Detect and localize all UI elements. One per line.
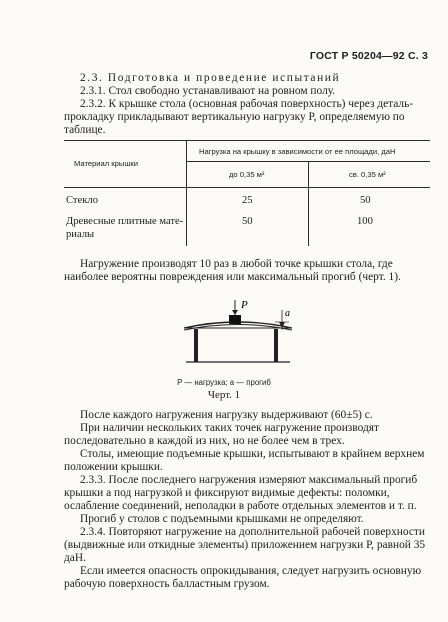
paragraph-deflection: Прогиб у столов с подъемными крышками не определяют. [80, 513, 364, 525]
paragraph-tipping: Если имеется опасность опрокидывания, следует нагрузить основную рабочую поверхность балластным грузом. [64, 565, 422, 591]
table-header-material: Материал крышки [74, 159, 138, 168]
table-cell-material: Стекло [66, 195, 98, 206]
load-table [64, 140, 430, 246]
paragraph-2-3-1: 2.3.1. Стол свободно устанавливают на ровном полу. [80, 85, 336, 97]
table-cell-value: 25 [242, 195, 253, 206]
paragraph-repeat: Нагружение производят 10 раз в любой точке крышки стола, где наиболее вероятны повреждения или максимальный прогиб (черт. 1). [64, 258, 401, 284]
table-deflection-diagram [178, 298, 298, 378]
deflection-label: a [285, 308, 290, 319]
table-cell-value: 50 [360, 195, 371, 206]
section-title: 2.3. Подготовка и проведение испытаний [80, 72, 341, 84]
table-cell-material: риалы [66, 229, 95, 240]
table-header-load: Нагрузка на крышку в зависимости от ее площади, даН [199, 147, 396, 156]
table-subheader-large: св. 0,35 м² [349, 170, 386, 179]
table-cell-value: 100 [357, 216, 373, 227]
table-cell-material: Древесные плитные мате- [66, 216, 184, 227]
paragraph-2-3-4: 2.3.4. Повторяют нагружение на дополнительной рабочей поверхности (выдвижные или откидные элементы) приложением нагрузки P, равной 35 даН. [64, 526, 426, 565]
paragraph-hold: После каждого нагружения нагрузку выдерживают (60±5) с. [80, 409, 373, 421]
paragraph-2-3-2: 2.3.2. К крышке стола (основная рабочая поверхность) через деталь-прокладку прикладывают вертикальную нагрузку P, определяемую по таблице. [64, 98, 414, 137]
load-label: P [241, 299, 248, 311]
figure-title: Черт. 1 [207, 389, 241, 401]
figure-caption: P — нагрузка; a — прогиб [177, 378, 271, 387]
paragraph-lifting-tops: Столы, имеющие подъемные крышки, испытывают в крайнем верхнем положении крышки. [64, 448, 425, 474]
figure-1 [178, 298, 298, 378]
page-header: ГОСТ Р 50204—92 С. 3 [309, 50, 428, 62]
table-cell-value: 50 [242, 216, 253, 227]
table-subheader-small: до 0,35 м² [229, 170, 265, 179]
paragraph-multiple-points: При наличии нескольких таких точек нагружение производят последовательно в каждой из них, но не более чем в трех. [64, 422, 379, 448]
paragraph-2-3-3: 2.3.3. После последнего нагружения измеряют максимальный прогиб крышки a под нагрузкой и фиксируют видимые дефекты: поломки, ослабление соединений, неполадки в работе отдельных элементов и т. п. [64, 474, 418, 513]
